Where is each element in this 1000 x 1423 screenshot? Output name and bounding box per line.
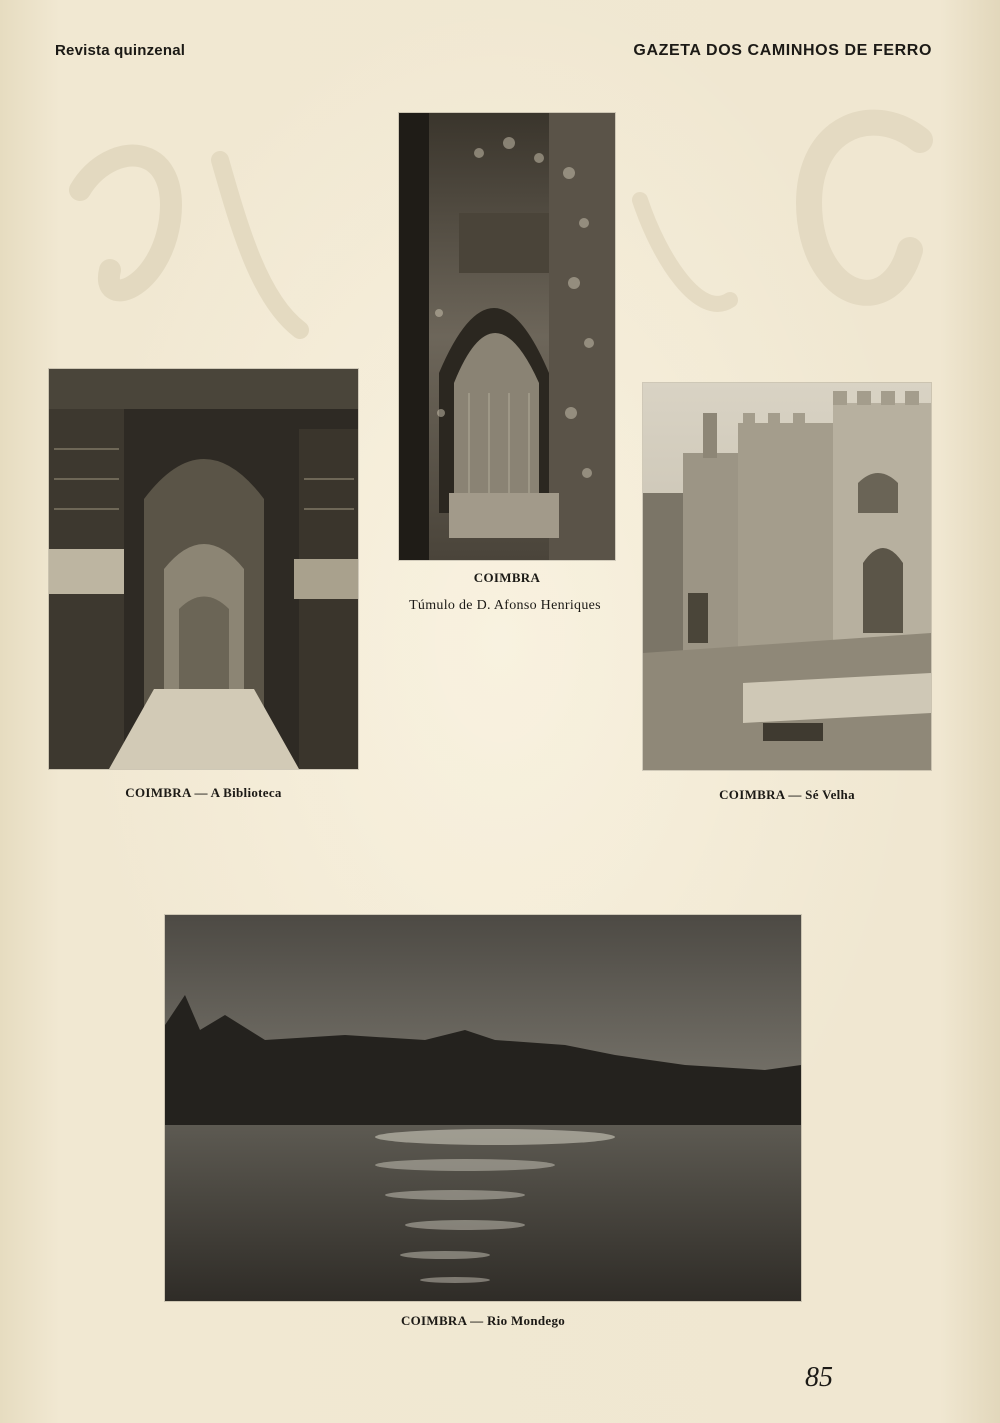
- photo-se-velha-cathedral: [643, 383, 931, 770]
- caption-library: COIMBRA — A Biblioteca: [125, 785, 282, 800]
- photo-library: [49, 369, 358, 769]
- photo-rio-mondego: [165, 915, 801, 1301]
- caption-tomb-title: COIMBRA: [473, 570, 541, 585]
- page-number: 85: [805, 1362, 833, 1393]
- photo-tomb-afonso-henriques: [399, 113, 615, 560]
- caption-cathedral: COIMBRA — Sé Velha: [719, 787, 855, 802]
- caption-river: COIMBRA — Rio Mondego: [400, 1313, 566, 1328]
- magazine-issue-label: Revista quinzenal: [55, 42, 186, 59]
- magazine-title: GAZETA DOS CAMINHOS DE FERRO: [633, 42, 932, 59]
- caption-tomb-subtitle: Túmulo de D. Afonso Henriques: [409, 598, 601, 613]
